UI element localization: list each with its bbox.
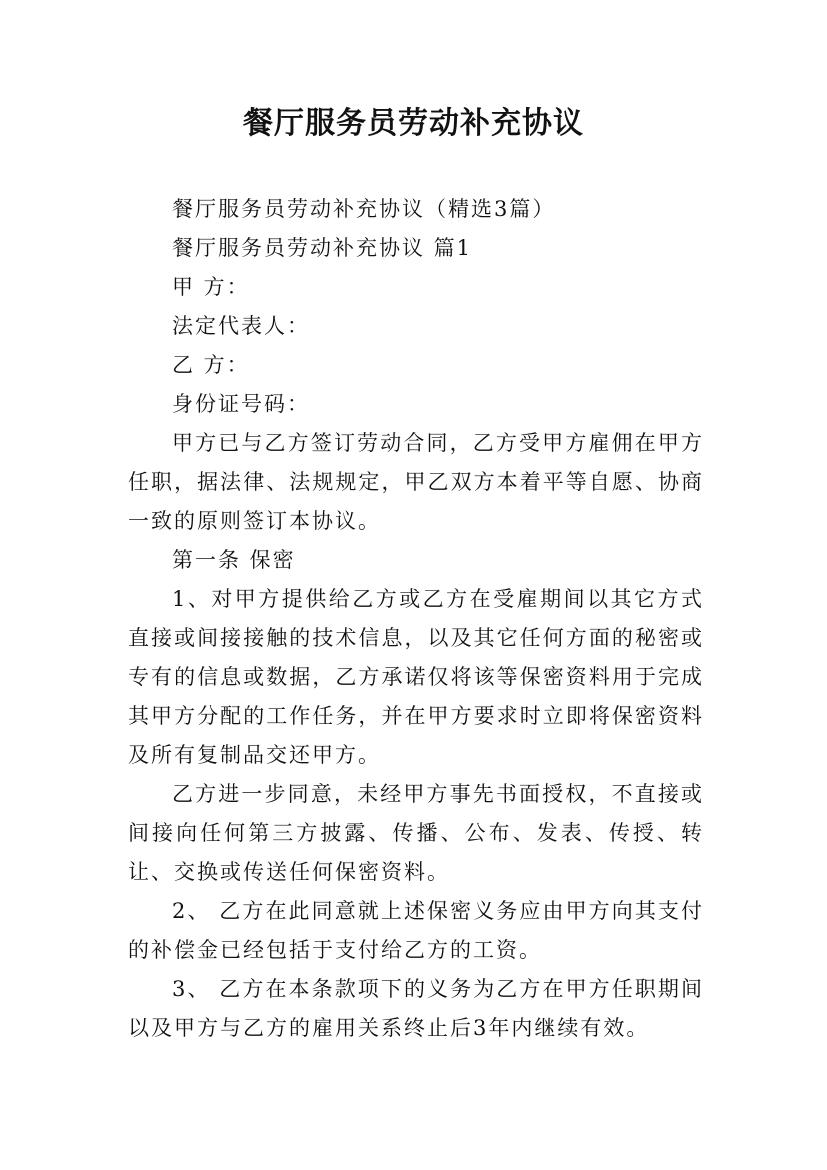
clause-2-paragraph: 2、 乙方在此同意就上述保密义务应由甲方向其支付的补偿金已经包括于支付给乙方的工资。	[128, 899, 704, 962]
document-title: 餐厅服务员劳动补充协议	[243, 106, 584, 141]
article-heading: 第一条 保密	[172, 548, 296, 572]
subtitle-paragraph: 餐厅服务员劳动补充协议（精选3篇）	[172, 197, 556, 221]
document-body	[128, 190, 704, 1048]
section-heading: 餐厅服务员劳动补充协议 篇1	[172, 236, 473, 260]
clause-1-continuation: 乙方进一步同意，未经甲方事先书面授权，不直接或间接向任何第三方披露、传播、公布、发表、传授、转让、交换或传送任何保密资料。	[128, 782, 704, 884]
id-number-line: 身份证号码：	[172, 392, 310, 416]
clause-1-paragraph: 1、对甲方提供给乙方或乙方在受雇期间以其它方式直接或间接接触的技术信息，以及其它任何方面的秘密或专有的信息或数据，乙方承诺仅将该等保密资料用于完成其甲方分配的工作任务，并在甲方要求时立即将保密资料及所有复制品交还甲方。	[128, 587, 704, 767]
legal-representative-line: 法定代表人：	[172, 314, 310, 338]
preamble-paragraph: 甲方已与乙方签订劳动合同，乙方受甲方雇佣在甲方任职，据法律、法规规定，甲乙双方本着平等自愿、协商一致的原则签订本协议。	[128, 431, 704, 533]
party-b-line: 乙 方：	[172, 353, 250, 377]
clause-3-paragraph: 3、 乙方在本条款项下的义务为乙方在甲方任职期间以及甲方与乙方的雇用关系终止后3年内继续有效。	[128, 977, 704, 1040]
party-a-line: 甲 方：	[172, 275, 250, 299]
